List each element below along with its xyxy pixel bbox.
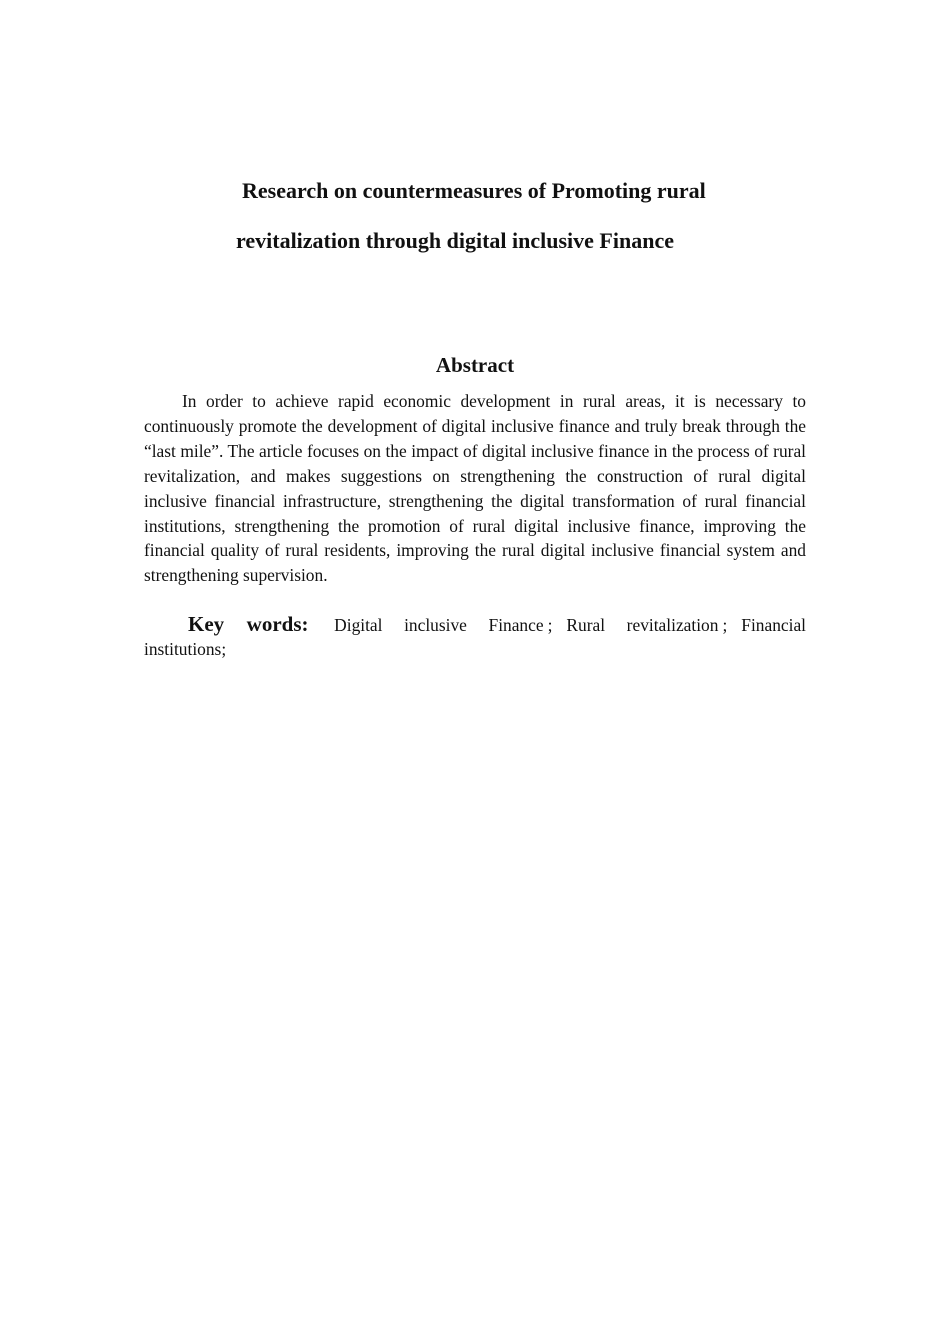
keyword-item: Digital inclusive Finance xyxy=(334,615,544,635)
paper-title-line-2: revitalization through digital inclusive Finance xyxy=(236,228,674,253)
keyword-item: Rural revitalization xyxy=(566,615,719,635)
keyword-separator: ; xyxy=(221,639,227,659)
keyword-item: Financial institutions xyxy=(144,615,806,659)
keyword-separator: ; xyxy=(722,615,728,635)
paper-title-line-1: Research on countermeasures of Promoting rural xyxy=(242,178,706,203)
abstract-heading: Abstract xyxy=(435,353,515,377)
abstract-body: In order to achieve rapid economic development in rural areas, it is necessary to continuously promote the development of digital inclusive finance and truly break through the “last mile”. The article focuses on the impact of digital inclusive finance in the process of rural revitalization, and makes suggestions on strengthening the construction of rural digital inclusive financial infrastructure, strengthening the digital transformation of rural financial institutions, strengthening the promotion of rural digital inclusive finance, improving the financial quality of rural residents, improving the rural digital inclusive financial system and strengthening supervision. xyxy=(144,391,806,586)
keywords-label: Key words: xyxy=(188,612,309,636)
keyword-separator: ; xyxy=(547,615,553,635)
keywords-paragraph xyxy=(144,612,806,661)
